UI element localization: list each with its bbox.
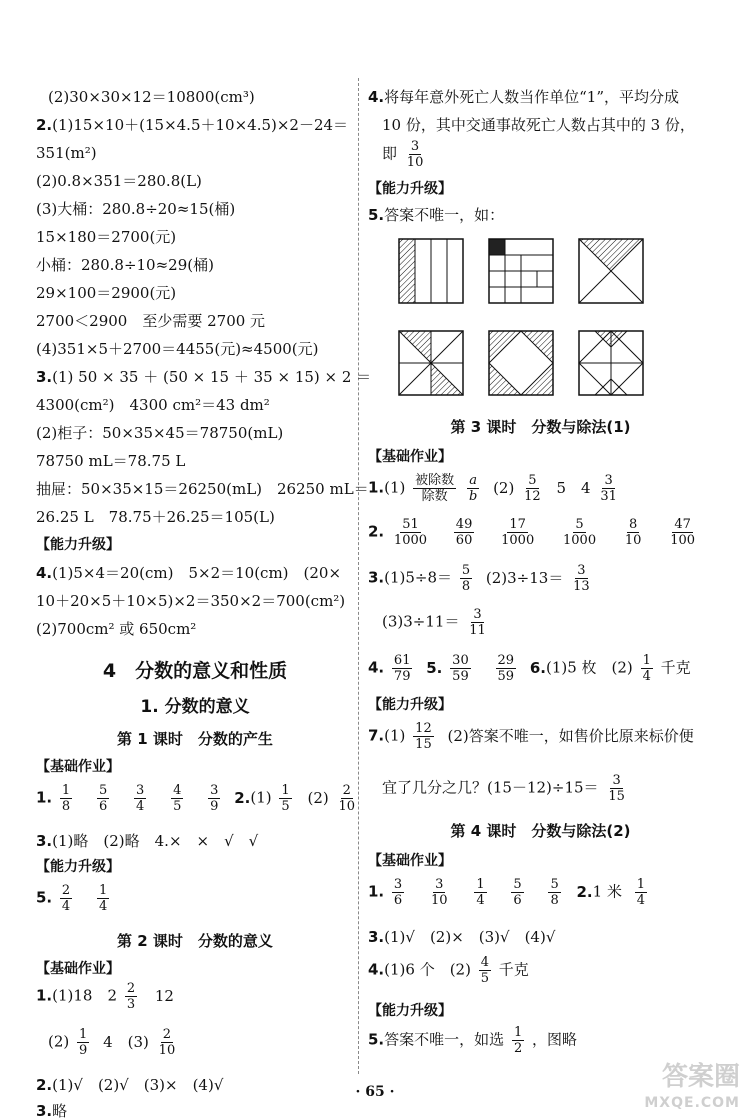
fraction-figure (398, 330, 464, 396)
fraction: $\frac{3}{31}$ (600, 473, 617, 504)
fraction: $\frac{1}{4}$ (636, 877, 646, 908)
answer-line: 1. $\frac{1}{8}$ $\frac{5}{6}$ $\frac{3}{4}$ $\frac{4}{5}$ $\frac{3}{9}$ 2.(1) $\frac{1}{5}$ (2) $\frac{2}{10}$ (36, 783, 356, 814)
fraction: $\frac{3}{11}$ (469, 607, 486, 638)
fraction: $\frac{1}{2}$ (513, 1025, 523, 1056)
lesson-title: 第 4 课时 分数与除法(2) (450, 822, 631, 840)
fraction: $\frac{17}{1000}$ (501, 517, 535, 548)
answer-line: 1.(1) $\frac{\text{被除数}}{\text{除数}}$ $\frac{a}{b}$ (2) $\frac{5}{12}$ 5 4 $\frac{3}{31}$ (368, 473, 617, 504)
section-tag: 【能力升级】 (36, 859, 120, 875)
text-line: 15×180＝2700(元) (36, 228, 177, 246)
text-line: 10 份，其中交通事故死亡人数占其中的 3 份， (382, 116, 695, 134)
answer-line: 1.(1)18 2 $\frac{2}{3}$ 12 (36, 981, 174, 1012)
fraction-figure (488, 238, 554, 304)
text-line: (2)30×30×12＝10800(cm³) (48, 88, 255, 106)
text-line: 26.25 L 78.75＋26.25＝105(L) (36, 508, 275, 526)
section-tag: 【能力升级】 (368, 1003, 452, 1019)
answer-line: 1. $\frac{3}{6}$ $\frac{3}{10}$ $\frac{1}{4}$ $\frac{5}{6}$ $\frac{5}{8}$ 2.1 米 $\frac{1}{4}$ (368, 877, 646, 908)
fraction: $\frac{3}{15}$ (608, 773, 625, 804)
fraction: $\frac{8}{10}$ (624, 517, 642, 548)
watermark-logo: 答案圈 MXQE.COM (644, 1062, 740, 1111)
answer-line: 2.(1)√ (2)√ (3)× (4)√ (36, 1076, 224, 1094)
text-line: 10＋20×5＋10×5)×2＝350×2＝700(cm²) (36, 592, 346, 610)
fraction: $\frac{1}{9}$ (79, 1027, 88, 1058)
page-number: · 65 · (355, 1084, 395, 1100)
fraction-figure (578, 238, 644, 304)
text-line: 78750 mL＝78.75 L (36, 452, 186, 470)
answer-line: (2) $\frac{1}{9}$ 4 (3) $\frac{2}{10}$ (48, 1027, 176, 1058)
fraction: $\frac{3}{9}$ (210, 783, 219, 814)
answer-line: 7.(1) $\frac{12}{15}$ (2)答案不唯一，如售价比原来标价便 (368, 721, 694, 752)
section-tag: 【基础作业】 (36, 759, 120, 775)
fraction: $\frac{47}{100}$ (670, 517, 696, 548)
fraction: $\frac{49}{60}$ (455, 517, 473, 548)
section-tag: 【能力升级】 (368, 697, 452, 713)
fraction: $\frac{2}{10}$ (338, 783, 356, 814)
answer-line: 3.略 (36, 1102, 68, 1120)
answer-line: 4.(1)6 个 (2) $\frac{4}{5}$ 千克 (368, 955, 529, 986)
text-line: (2)柜子：50×35×45＝78750(mL) (36, 424, 284, 442)
lesson-title: 第 1 课时 分数的产生 (117, 730, 273, 748)
text-line: 2.(1)15×10＋(15×4.5＋10×4.5)×2－24＝ (36, 116, 349, 134)
fraction: $\frac{5}{6}$ (513, 877, 522, 908)
fraction: $\frac{2}{10}$ (158, 1027, 176, 1058)
answer-line: 宜了几分之几？(15－12)÷15＝ $\frac{3}{15}$ (382, 773, 625, 804)
fraction: $\frac{4}{5}$ (173, 783, 182, 814)
fraction: $\frac{30}{59}$ (452, 653, 469, 684)
text-line: (4)351×5＋2700＝4455(元)≈4500(元) (36, 340, 319, 358)
lesson-title: 第 2 课时 分数的意义 (117, 932, 273, 950)
chapter-title: 4 分数的意义和性质 (102, 660, 288, 682)
fraction: $\frac{61}{79}$ (393, 653, 411, 684)
text-line: 4.(1)5×4＝20(cm) 5×2＝10(cm) (20× (36, 564, 342, 582)
fraction: $\frac{2}{3}$ (126, 981, 136, 1012)
fraction: $\frac{51}{1000}$ (393, 517, 428, 548)
text-line: (2)700cm² 或 650cm² (36, 620, 197, 638)
fraction: $\frac{3}{13}$ (573, 563, 590, 594)
text-line: 4300(cm²) 4300 cm²＝43 dm² (36, 396, 270, 414)
text-line: 即 $\frac{3}{10}$ (382, 139, 424, 170)
text-line: 5.答案不唯一，如： (368, 206, 505, 224)
text-line: 小桶：280.8÷10≈29(桶) (36, 256, 214, 274)
text-line: 29×100＝2900(元) (36, 284, 177, 302)
section-tag: 【基础作业】 (368, 449, 452, 465)
text-line: 351(m²) (36, 144, 97, 162)
fraction-figure (488, 330, 554, 396)
fraction: $\frac{4}{5}$ (480, 955, 490, 986)
section-tag: 【能力升级】 (368, 181, 452, 197)
text-line: (3)大桶：280.8÷20≈15(桶) (36, 200, 236, 218)
text-line: 2700＜2900 至少需要 2700 元 (36, 312, 266, 330)
answer-line: (3)3÷11＝ $\frac{3}{11}$ (382, 607, 486, 638)
text-line: 4.将每年意外死亡人数当作单位“1”，平均分成 (368, 88, 680, 106)
section-tag: 【基础作业】 (368, 853, 452, 869)
fraction: $\frac{5}{8}$ (550, 877, 559, 908)
fraction: $\frac{5}{6}$ (98, 783, 108, 814)
fraction: $\frac{12}{15}$ (415, 721, 432, 752)
text-line: 3.(1) 50 × 35 ＋ (50 × 15 ＋ 35 × 15) × 2 ＝ (36, 368, 372, 386)
fraction-figure (398, 238, 464, 304)
answer-line: 3.(1)√ (2)× (3)√ (4)√ (368, 928, 556, 946)
answer-line: 2. $\frac{51}{1000}$ $\frac{49}{60}$ $\frac{17}{1000}$ $\frac{5}{1000}$ $\frac{8}{10}$ $\frac{47}{100}$ (368, 517, 696, 548)
fraction: $\frac{a}{b}$ (468, 473, 478, 504)
fraction: $\frac{5}{8}$ (461, 563, 471, 594)
fraction: $\frac{3}{10}$ (430, 877, 448, 908)
answer-line: 3.(1)5÷8＝ $\frac{5}{8}$ (2)3÷13＝ $\frac{3}{13}$ (368, 563, 590, 594)
fraction: $\frac{1}{4}$ (98, 883, 108, 914)
fraction-figure (578, 330, 644, 396)
column-divider (358, 78, 359, 1074)
fraction: $\frac{1}{8}$ (61, 783, 71, 814)
lesson-title: 第 3 课时 分数与除法(1) (450, 418, 631, 436)
text-line: (2)0.8×351＝280.8(L) (36, 172, 202, 190)
fraction: $\frac{3}{6}$ (393, 877, 403, 908)
fraction: $\frac{3}{10}$ (406, 139, 424, 170)
section-tag: 【能力升级】 (36, 537, 120, 553)
text-line: 抽屉：50×35×15＝26250(mL) 26250 mL＝ (36, 480, 369, 498)
fraction: $\frac{\text{被除数}}{\text{除数}}$ (415, 473, 455, 504)
answer-line: 4. $\frac{61}{79}$ 5. $\frac{30}{59}$ $\frac{29}{59}$ 6.(1)5 枚 (2) $\frac{1}{4}$ 千克 (368, 653, 691, 684)
fraction: $\frac{1}{4}$ (642, 653, 651, 684)
fraction: $\frac{2}{4}$ (61, 883, 71, 914)
fraction: $\frac{29}{59}$ (497, 653, 515, 684)
answer-line: 5. $\frac{2}{4}$ $\frac{1}{4}$ (36, 883, 108, 914)
answer-line: 3.(1)略 (2)略 4.× × √ √ (36, 832, 259, 850)
section-tag: 【基础作业】 (36, 961, 120, 977)
answer-line: 5.答案不唯一，如选 $\frac{1}{2}$ ，图略 (368, 1025, 578, 1056)
fraction: $\frac{1}{5}$ (281, 783, 290, 814)
fraction: $\frac{3}{4}$ (136, 783, 145, 814)
fraction: $\frac{5}{12}$ (524, 473, 541, 504)
fraction: $\frac{1}{4}$ (476, 877, 485, 908)
fraction: $\frac{5}{1000}$ (563, 517, 597, 548)
section-title: 1. 分数的意义 (140, 697, 250, 717)
